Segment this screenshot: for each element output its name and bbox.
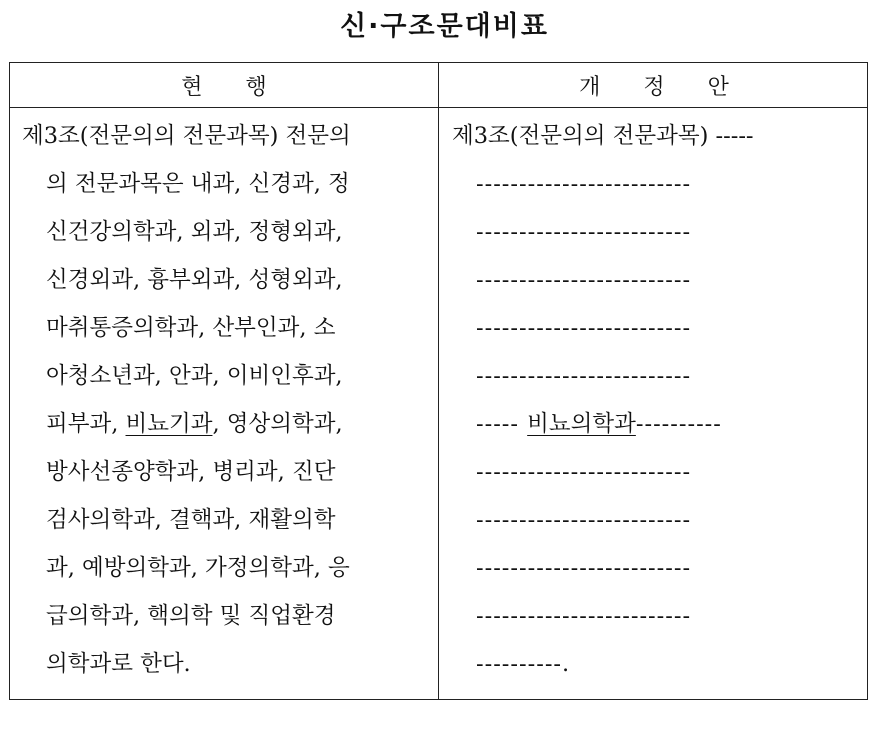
current-line: 방사선종양학과, 병리과, 진단 <box>46 459 336 485</box>
header-revised: 개 정 안 <box>579 75 729 100</box>
current-line: 신경외과, 흉부외과, 성형외과, <box>46 267 343 293</box>
revised-line <box>476 409 722 439</box>
revised-line: ------------------------- <box>476 507 692 533</box>
current-line <box>46 409 343 439</box>
current-line-end: , 영상의학과, <box>212 411 343 437</box>
revised-column <box>440 63 868 699</box>
current-line: 의 전문과목은 내과, 신경과, 정 <box>46 171 350 197</box>
current-line: 제3조(전문의의 전문과목) 전문의 <box>22 123 351 149</box>
revised-line: ------------------------- <box>476 459 692 485</box>
header-current: 현 행 <box>181 75 267 100</box>
revised-line: ------------------------- <box>476 315 692 341</box>
current-line: 검사의학과, 결핵과, 재활의학 <box>46 507 336 533</box>
current-line: 과, 예방의학과, 가정의학과, 응 <box>46 555 350 581</box>
revised-line: ------------------------- <box>476 555 692 581</box>
revised-line: ------------------------- <box>476 219 692 245</box>
current-line: 신건강의학과, 외과, 정형외과, <box>46 219 343 245</box>
column-divider <box>438 63 439 699</box>
revised-line-suffix: ---------- <box>635 411 722 437</box>
current-line: 급의학과, 핵의학 및 직업환경 <box>46 603 336 629</box>
current-line-start: 피부과, <box>46 411 126 437</box>
page-title: 신·구조문대비표 <box>340 11 549 42</box>
underlined-term-new: 비뇨의학과 <box>527 411 636 437</box>
revised-line: ----------. <box>476 651 571 677</box>
revised-line-prefix: ----- <box>476 411 528 437</box>
revised-line: ------------------------- <box>476 603 692 629</box>
underlined-term-old: 비뇨기과 <box>125 411 213 437</box>
comparison-table <box>9 62 868 700</box>
revised-line: ------------------------- <box>476 171 692 197</box>
revised-line: ------------------------- <box>476 267 692 293</box>
current-line: 아청소년과, 안과, 이비인후과, <box>46 363 343 389</box>
current-line: 의학과로 한다. <box>46 651 191 677</box>
revised-line: ------------------------- <box>476 363 692 389</box>
revised-line: 제3조(전문의의 전문과목) ----- <box>452 123 754 149</box>
current-line: 마취통증의학과, 산부인과, 소 <box>46 315 336 341</box>
